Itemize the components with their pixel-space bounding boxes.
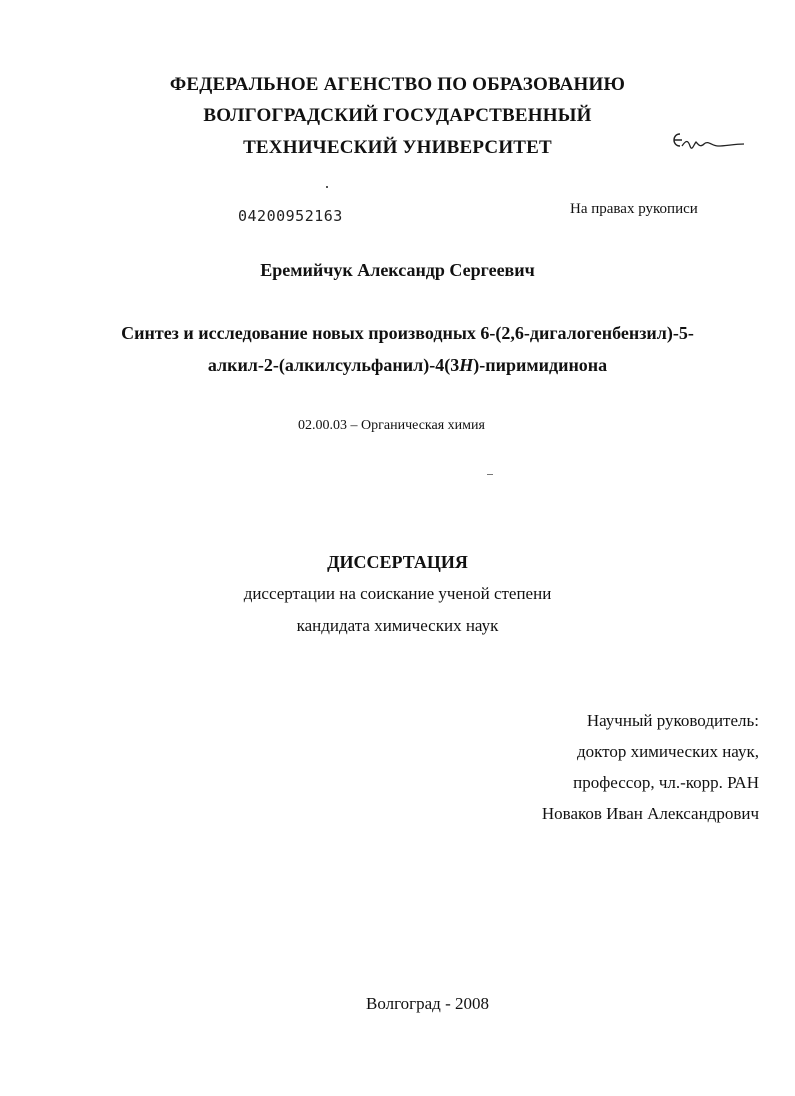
supervisor-name: Новаков Иван Александрович — [541, 804, 759, 823]
city-year: Волгоград - 2008 — [366, 994, 489, 1013]
thesis-title-line-1: Синтез и исследование новых производных 6-(2,6-дигалогенбензил)-5- — [121, 323, 694, 343]
title-italic-part: H — [459, 355, 474, 375]
degree-line-2: кандидата химических наук — [296, 616, 499, 635]
author-name: Еремийчук Александр Сергеевич — [260, 260, 535, 280]
supervisor-degree: доктор химических наук, — [576, 742, 759, 761]
supervisor-label: Научный руководитель: — [586, 711, 759, 730]
org-line-3: ТЕХНИЧЕСКИЙ УНИВЕРСИТЕТ — [243, 137, 552, 158]
rights-note: На правах рукописи — [570, 201, 698, 217]
stray-mark — [326, 186, 328, 188]
stray-mark — [487, 474, 493, 475]
specialty: 02.00.03 – Органическая химия — [298, 418, 485, 433]
degree-line-1: диссертации на соискание ученой степени — [243, 584, 552, 603]
thesis-title-line-2 — [10, 355, 795, 376]
handwritten-signature-icon — [668, 126, 748, 162]
title-part: )-пиримидинона — [473, 355, 608, 375]
org-line-2: ВОЛГОГРАДСКИЙ ГОСУДАРСТВЕННЫЙ — [203, 105, 592, 126]
org-line-1: ФЕДЕРАЛЬНОЕ АГЕНСТВО ПО ОБРАЗОВАНИЮ — [169, 74, 626, 95]
inventory-number: 04200952163 — [238, 207, 343, 225]
title-part: алкил-2-(алкилсульфанил)-4(3 — [207, 355, 460, 375]
document-type: ДИССЕРТАЦИЯ — [327, 552, 468, 572]
supervisor-title: профессор, чл.-корр. РАН — [573, 773, 759, 792]
